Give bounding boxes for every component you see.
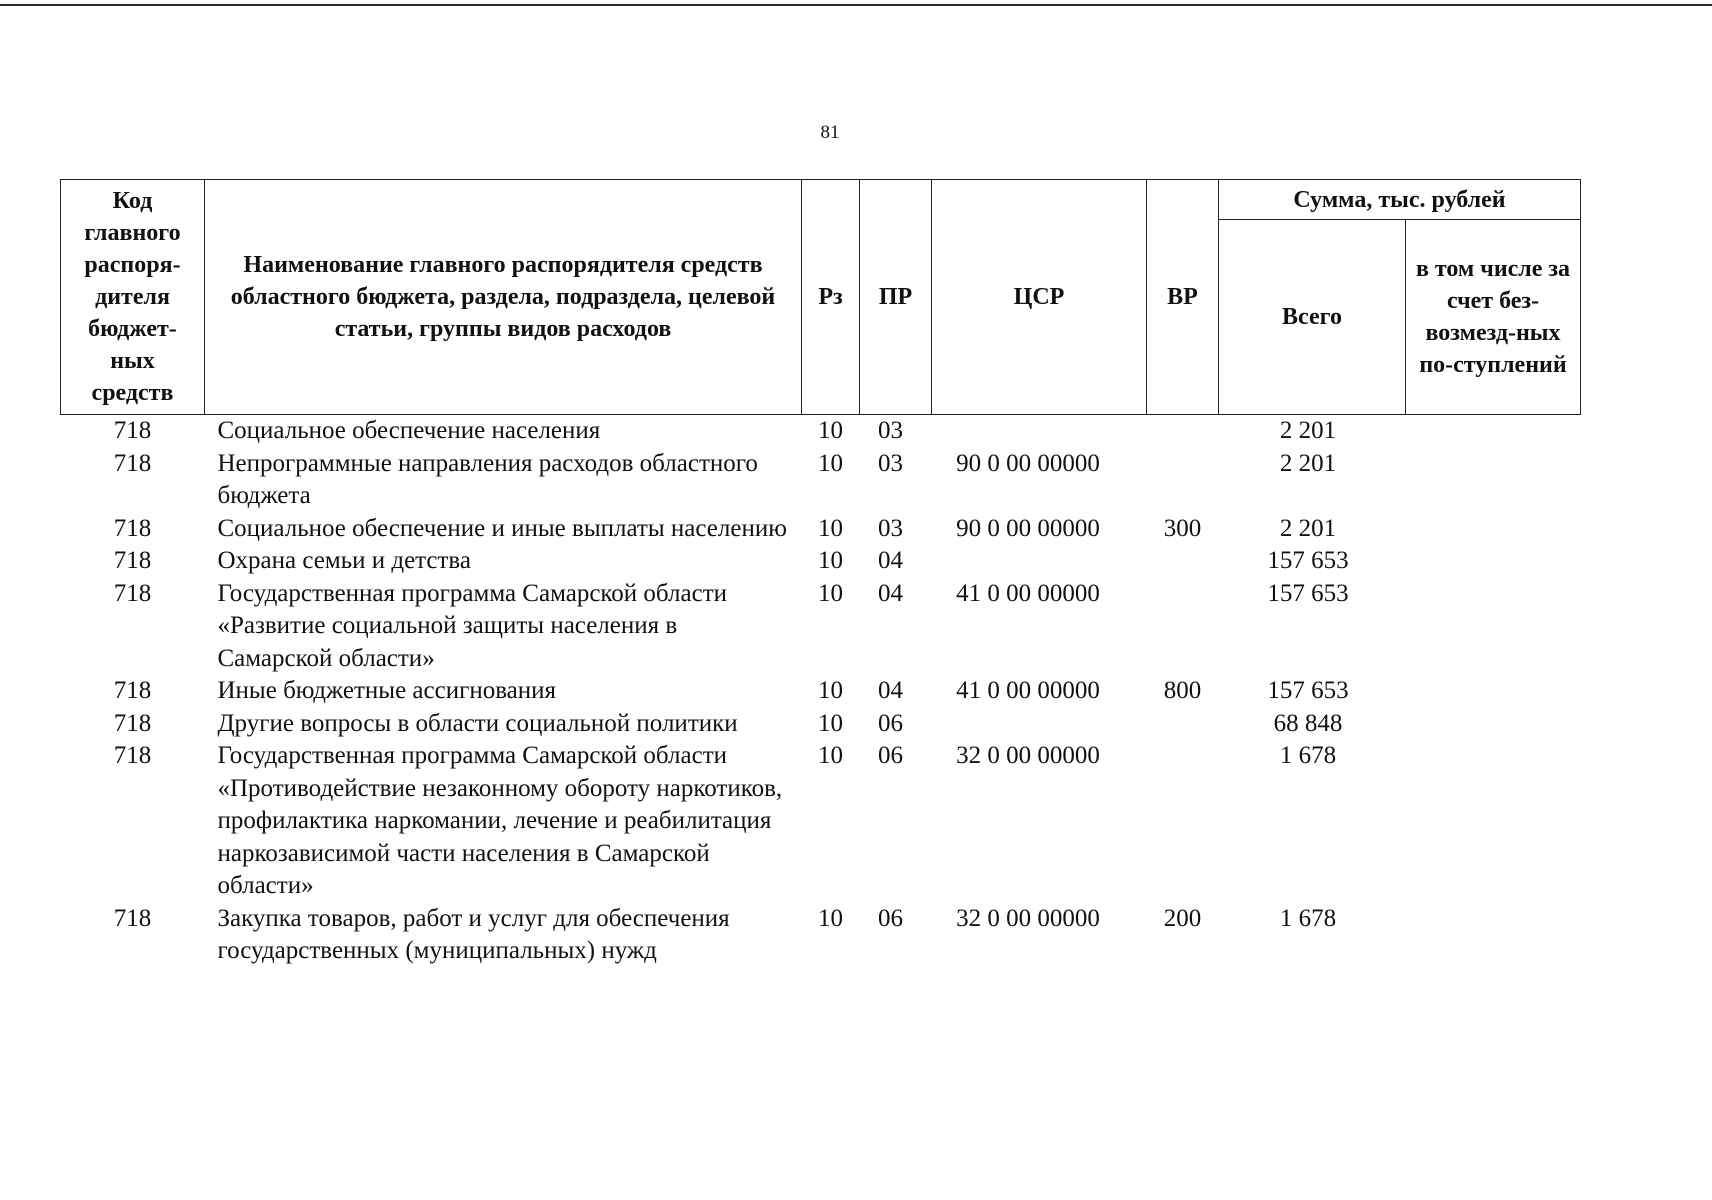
cell-vr bbox=[1147, 415, 1219, 448]
cell-pr: 04 bbox=[878, 677, 903, 704]
cell-total: 2 201 bbox=[1279, 417, 1337, 444]
cell-rz: 10 bbox=[818, 742, 843, 769]
cell-vr bbox=[1147, 740, 1219, 903]
header-name: Наименование главного распорядителя средств областного бюджета, раздела, подраздела, целевой статьи, группы видов расходов bbox=[205, 180, 802, 415]
budget-table bbox=[60, 179, 1581, 968]
table-row bbox=[61, 903, 1581, 968]
cell-rz: 10 bbox=[818, 904, 843, 932]
cell-rz: 10 bbox=[818, 579, 843, 607]
cell-csr: 90 0 00 00000 bbox=[956, 514, 1100, 542]
scan-edge bbox=[0, 4, 1712, 6]
cell-code: 718 bbox=[113, 904, 152, 932]
cell-csr bbox=[932, 708, 1147, 741]
cell-code: 718 bbox=[113, 709, 152, 737]
cell-name: Социальное обеспечение населения bbox=[217, 417, 601, 444]
cell-name: Государственная программа Самарской области «Развитие социальной защиты населения в Самарской области» bbox=[217, 579, 727, 672]
cell-name: Государственная программа Самарской области «Противодействие незаконному обороту наркотиков, профилактика наркомании, лечение и реабилитация наркозависимой части населения в Самарской области» bbox=[217, 742, 783, 899]
cell-code: 718 bbox=[113, 547, 152, 574]
header-rz: Рз bbox=[802, 180, 860, 415]
cell-name: Охрана семьи и детства bbox=[217, 547, 471, 574]
cell-pr: 03 bbox=[878, 417, 903, 444]
cell-rz: 10 bbox=[818, 417, 843, 444]
table-row bbox=[61, 740, 1581, 903]
header-total: Всего bbox=[1219, 220, 1406, 415]
cell-total: 2 201 bbox=[1279, 449, 1337, 477]
cell-total: 2 201 bbox=[1279, 514, 1337, 542]
cell-gratuitous bbox=[1406, 415, 1581, 448]
cell-total: 157 653 bbox=[1267, 579, 1349, 607]
cell-code: 718 bbox=[113, 514, 152, 542]
cell-total: 157 653 bbox=[1267, 677, 1349, 704]
cell-pr: 06 bbox=[878, 742, 903, 769]
header-vr: ВР bbox=[1147, 180, 1219, 415]
cell-total: 1 678 bbox=[1279, 904, 1337, 932]
cell-csr: 41 0 00 00000 bbox=[956, 579, 1100, 607]
header-csr: ЦСР bbox=[932, 180, 1147, 415]
cell-name: Другие вопросы в области социальной политики bbox=[217, 709, 738, 737]
cell-pr: 06 bbox=[878, 709, 903, 737]
header-sum-group: Сумма, тыс. рублей bbox=[1219, 180, 1581, 220]
cell-code: 718 bbox=[113, 449, 152, 477]
cell-gratuitous bbox=[1406, 675, 1581, 708]
cell-csr: 90 0 00 00000 bbox=[956, 449, 1100, 477]
cell-code: 718 bbox=[113, 417, 152, 444]
header-gratuitous: в том числе за счет без-возмезд-ных по-ступлений bbox=[1406, 220, 1581, 415]
table-row bbox=[61, 708, 1581, 741]
table-row bbox=[61, 448, 1581, 513]
cell-rz: 10 bbox=[818, 449, 843, 477]
cell-total: 157 653 bbox=[1267, 547, 1349, 574]
cell-vr bbox=[1147, 708, 1219, 741]
cell-gratuitous bbox=[1406, 740, 1581, 903]
cell-code: 718 bbox=[113, 677, 152, 704]
cell-vr bbox=[1147, 578, 1219, 676]
cell-code: 718 bbox=[113, 742, 152, 769]
cell-pr: 04 bbox=[878, 579, 903, 607]
cell-gratuitous bbox=[1406, 545, 1581, 578]
cell-gratuitous bbox=[1406, 903, 1581, 968]
cell-rz: 10 bbox=[818, 514, 843, 542]
cell-vr bbox=[1147, 448, 1219, 513]
cell-total: 1 678 bbox=[1279, 742, 1337, 769]
page-number: 81 bbox=[820, 122, 840, 143]
cell-csr: 41 0 00 00000 bbox=[956, 677, 1100, 704]
cell-pr: 03 bbox=[878, 449, 903, 477]
cell-csr bbox=[932, 415, 1147, 448]
cell-gratuitous bbox=[1406, 448, 1581, 513]
header-pr: ПР bbox=[860, 180, 932, 415]
cell-vr: 200 bbox=[1163, 904, 1202, 932]
cell-name: Социальное обеспечение и иные выплаты населению bbox=[217, 514, 787, 542]
cell-total: 68 848 bbox=[1273, 709, 1343, 737]
cell-name: Непрограммные направления расходов областного бюджета bbox=[217, 449, 758, 509]
cell-code: 718 bbox=[113, 579, 152, 607]
table-header bbox=[61, 180, 1581, 415]
table-row bbox=[61, 675, 1581, 708]
cell-vr: 300 bbox=[1163, 514, 1202, 542]
cell-pr: 04 bbox=[878, 547, 903, 574]
cell-pr: 03 bbox=[878, 514, 903, 542]
cell-vr bbox=[1147, 545, 1219, 578]
cell-rz: 10 bbox=[818, 709, 843, 737]
cell-name: Закупка товаров, работ и услуг для обеспечения государственных (муниципальных) нужд bbox=[217, 904, 730, 964]
table-row bbox=[61, 545, 1581, 578]
cell-csr bbox=[932, 545, 1147, 578]
header-code: Код главного распоря-дителя бюджет-ных средств bbox=[61, 180, 205, 415]
table-row bbox=[61, 578, 1581, 676]
table-body bbox=[61, 415, 1581, 968]
cell-csr: 32 0 00 00000 bbox=[956, 904, 1100, 932]
cell-gratuitous bbox=[1406, 513, 1581, 546]
cell-csr: 32 0 00 00000 bbox=[956, 742, 1100, 769]
cell-gratuitous bbox=[1406, 708, 1581, 741]
table-row bbox=[61, 415, 1581, 448]
cell-gratuitous bbox=[1406, 578, 1581, 676]
cell-rz: 10 bbox=[818, 677, 843, 704]
cell-pr: 06 bbox=[878, 904, 903, 932]
cell-vr: 800 bbox=[1163, 677, 1202, 704]
table-row bbox=[61, 513, 1581, 546]
cell-rz: 10 bbox=[818, 547, 843, 574]
cell-name: Иные бюджетные ассигнования bbox=[217, 677, 557, 704]
